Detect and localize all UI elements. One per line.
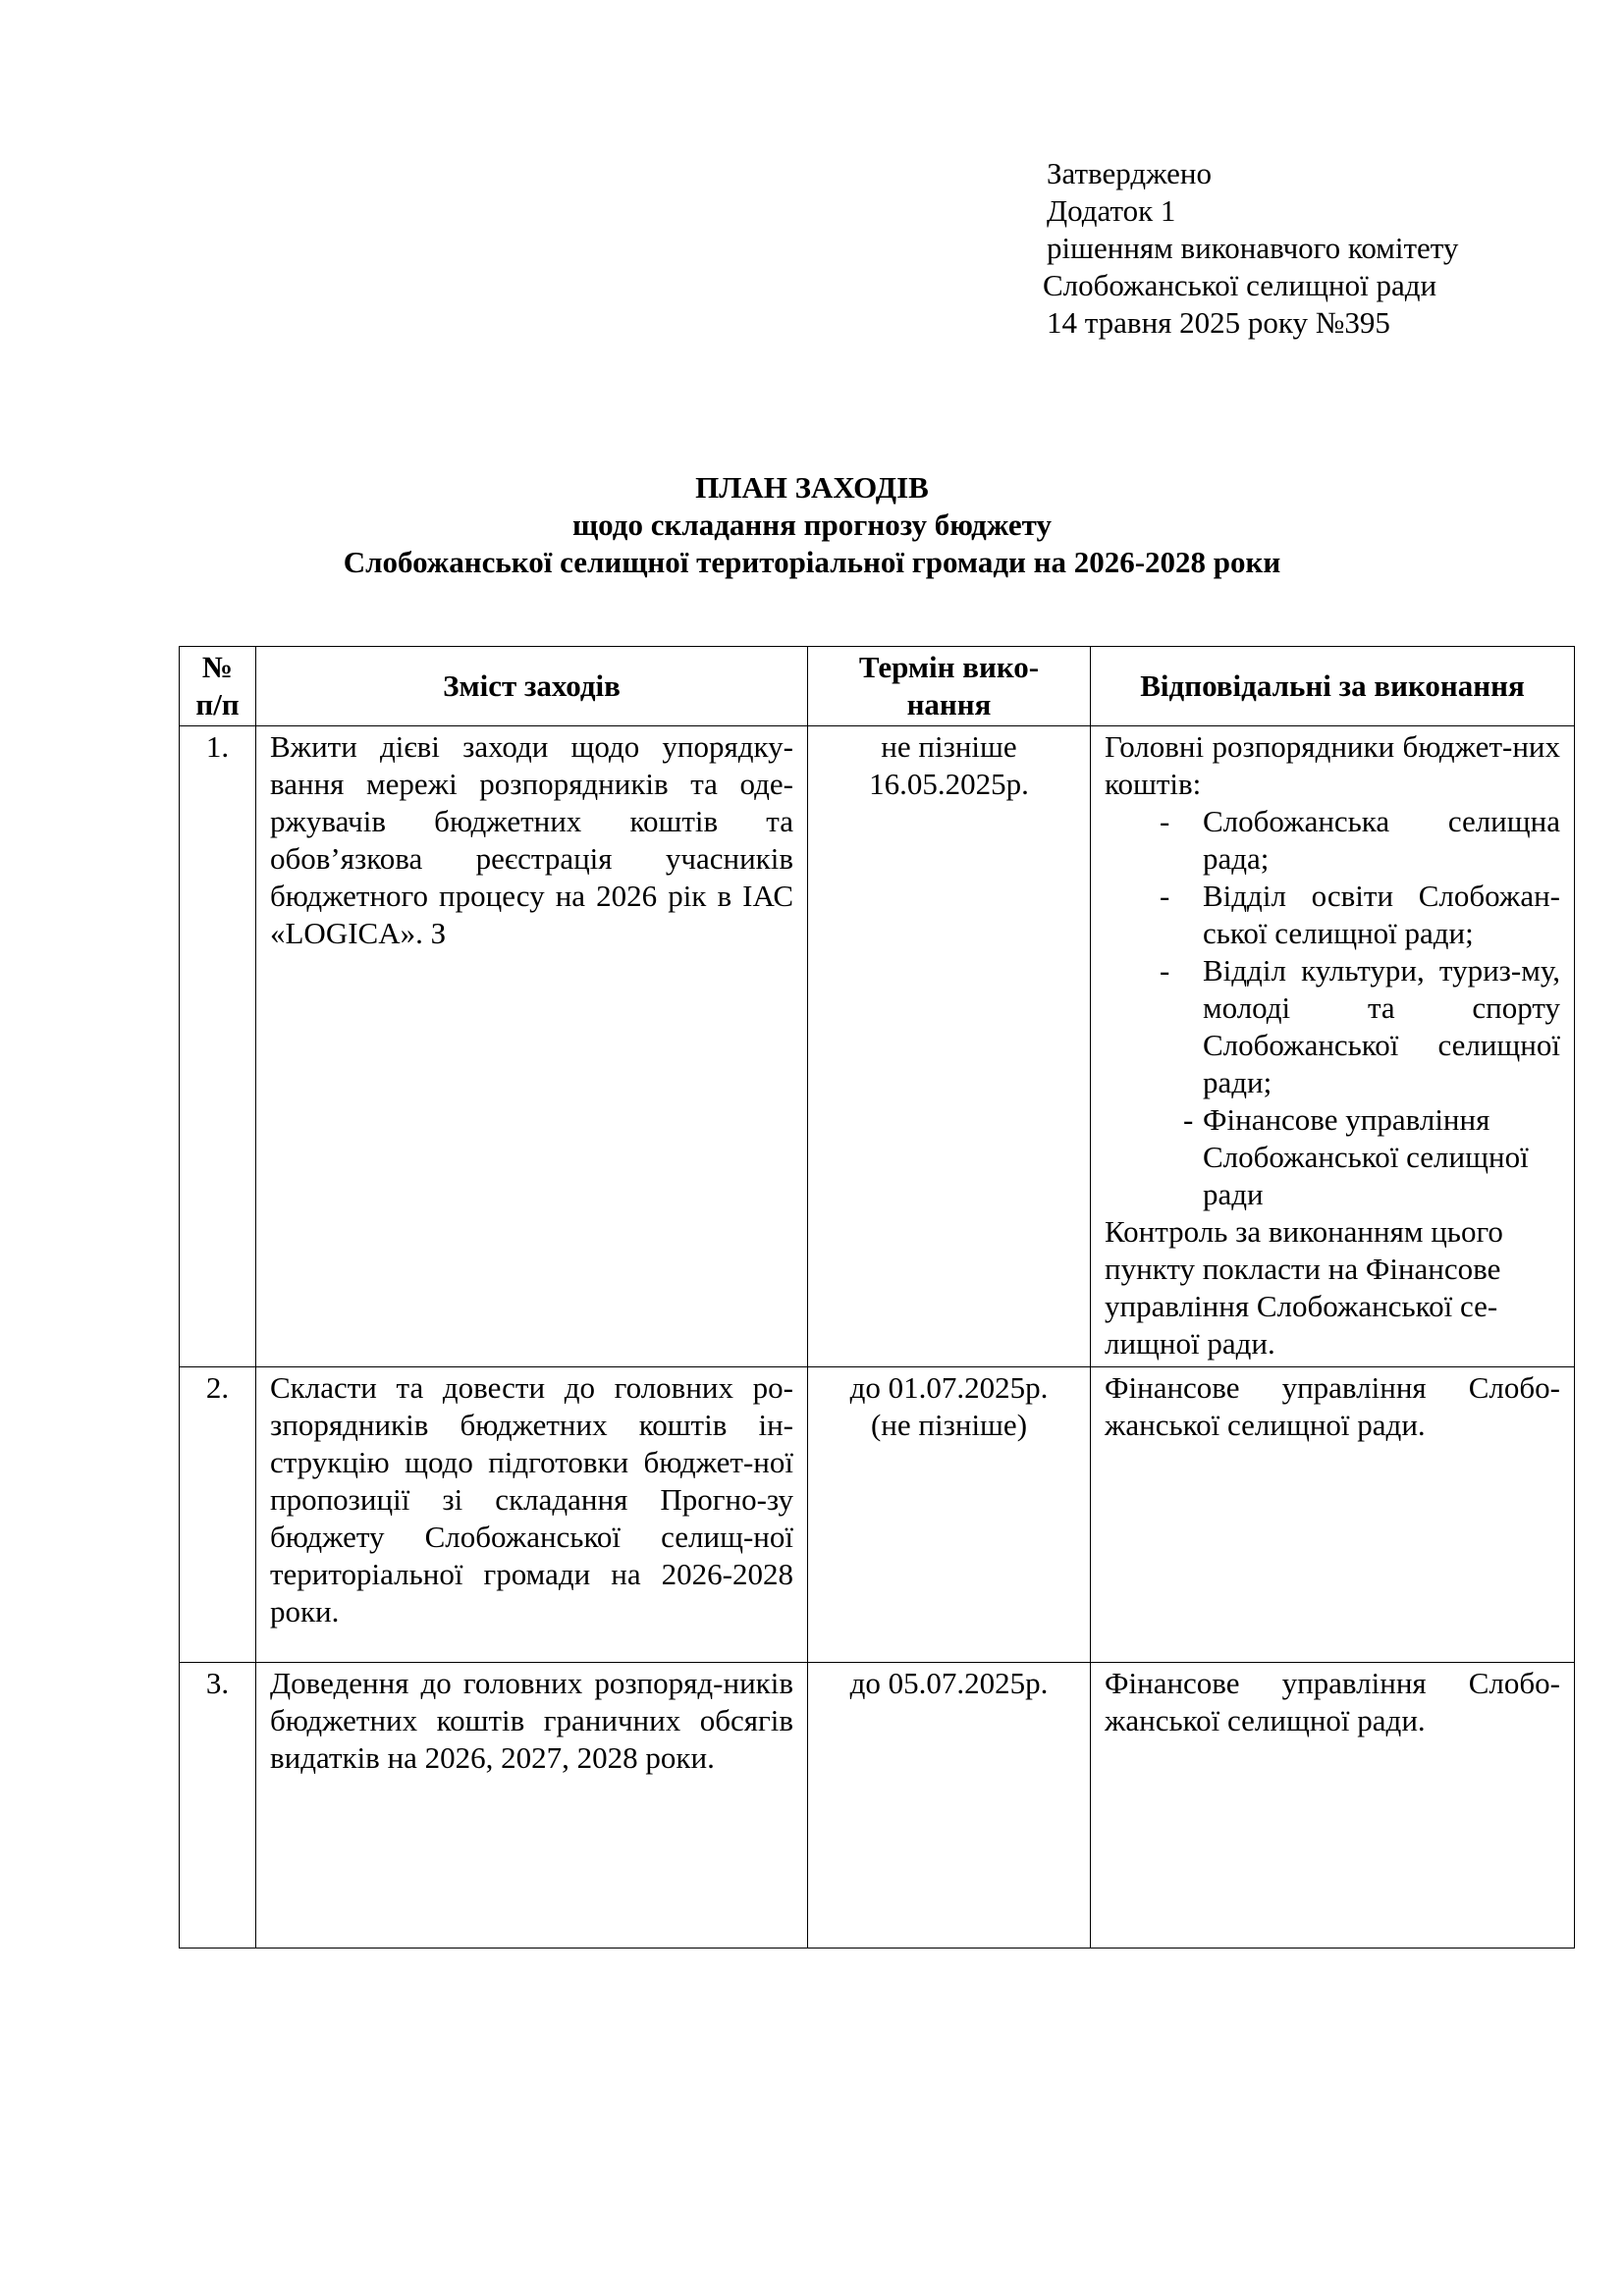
approval-appendix-line: Додаток 1 [1047, 193, 1176, 228]
list-dash: - [1160, 804, 1170, 838]
row-number: 3. [205, 1666, 230, 1700]
responsible-unit: Відділ освіти Слобожан-ської селищної ради; [1203, 879, 1560, 950]
table-row [180, 726, 1575, 1367]
row-term-cell [808, 1663, 1091, 1949]
title-subtitle: щодо складання прогнозу бюджету [572, 507, 1052, 542]
header-content: Зміст заходів [256, 647, 808, 726]
approval-date-line: 14 травня 2025 року №395 [1047, 305, 1390, 340]
row-number: 2. [205, 1370, 230, 1405]
approval-stamp-block [1043, 155, 1597, 342]
row-term [808, 1663, 1090, 1706]
row-term [808, 726, 1090, 807]
approval-approved-line: Затверджено [1047, 156, 1212, 190]
row-content-cell [256, 1663, 808, 1949]
list-dash: - [1160, 953, 1170, 988]
row-number-cell [180, 726, 256, 1367]
row-responsible: Фінансове управління Слобо-жанської селищної ради. [1105, 1370, 1560, 1442]
row-responsible: Фінансове управління Слобо-жанської селищної ради. [1105, 1666, 1560, 1737]
list-dash: - [1160, 879, 1170, 913]
header-number-abbr: п/п [195, 687, 240, 721]
responsible-unit: Слобожанська селищна рада; [1203, 804, 1560, 876]
responsible-unit: Фінансове управління Слобожанської селищної ради [1203, 1102, 1529, 1211]
header-number [180, 647, 256, 726]
row-term-line2: 16.05.2025р. [869, 767, 1029, 801]
header-term-line1: Термін вико- [858, 650, 1040, 684]
document-title [0, 469, 1624, 581]
row-content: Скласти та довести до головних ро-зпорядників бюджетних коштів ін-струкцію щодо підготовки бюджет-ної пропозиції зі складання Прогно-зу бюджету Слобожанської селищ-ної територіальної громади на 2026-2028 роки. [270, 1370, 793, 1629]
title-main: ПЛАН ЗАХОДІВ [695, 470, 929, 505]
list-item [1105, 1101, 1560, 1213]
header-responsible: Відповідальні за виконання [1091, 647, 1575, 726]
responsible-units-list [1105, 803, 1560, 1213]
row-content: Вжити дієві заходи щодо упорядку-вання мережі розпорядників та оде-ржувачів бюджетних коштів та обов’язкова реєстрація учасників бюджетного процесу на 2026 рік в ІАС «LOGICA». З [270, 729, 793, 950]
row-content: Доведення до головних розпоряд-ників бюджетних коштів граничних обсягів видатків на 2026, 2027, 2028 роки. [270, 1666, 793, 1775]
list-item [1105, 952, 1560, 1101]
row-term-line1: не пізніше [881, 729, 1017, 764]
approval-council-line: Слобожанської селищної ради [1043, 268, 1437, 302]
row-number: 1. [205, 729, 230, 764]
row-term-line1: до 05.07.2025р. [849, 1666, 1049, 1700]
table-row [180, 1663, 1575, 1949]
row-content-cell [256, 1367, 808, 1663]
row-term-cell [808, 726, 1091, 1367]
row-content-cell [256, 726, 808, 1367]
table-row [180, 1367, 1575, 1663]
responsible-intro: Головні розпорядники бюджет-них коштів: [1105, 729, 1560, 801]
row-responsible-cell [1091, 1367, 1575, 1663]
row-term [808, 1367, 1090, 1448]
header-number-sign: № [201, 650, 234, 684]
table-header-row [180, 647, 1575, 726]
row-responsible-cell [1091, 1663, 1575, 1949]
row-number-cell [180, 1663, 256, 1949]
row-term-line1: до 01.07.2025р. [849, 1370, 1049, 1405]
responsible-control-note: Контроль за виконанням цього пункту покласти на Фінансове управління Слобожанської се-лищної ради. [1105, 1214, 1503, 1361]
row-responsible [1091, 726, 1574, 1366]
header-term [808, 647, 1091, 726]
row-term-line2: (не пізніше) [870, 1408, 1028, 1442]
list-dash: - [1183, 1102, 1194, 1137]
responsible-unit: Відділ культури, туриз-му, молоді та спорту Слобожанської селищної ради; [1203, 953, 1560, 1099]
approval-decision-line: рішенням виконавчого комітету [1047, 231, 1459, 265]
list-item [1105, 878, 1560, 952]
row-number-cell [180, 1367, 256, 1663]
list-item [1105, 803, 1560, 878]
title-community: Слобожанської селищної територіальної громади на 2026-2028 роки [343, 545, 1281, 579]
row-term-cell [808, 1367, 1091, 1663]
row-responsible-cell [1091, 726, 1575, 1367]
measures-plan-table [179, 646, 1575, 1949]
header-term-line2: нання [906, 687, 992, 721]
